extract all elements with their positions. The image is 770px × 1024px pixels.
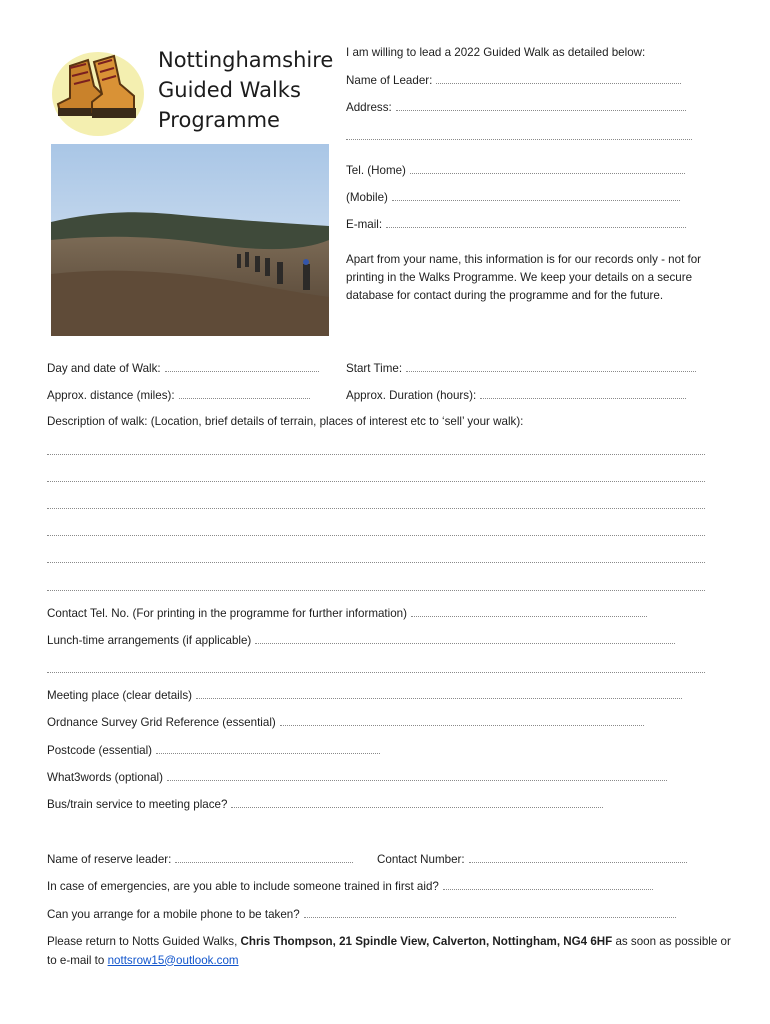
privacy-note: Apart from your name, this information is for our records only - not for printing in the Walks Programme. We keep your details on a secure database for contact during the programme and for the future.: [346, 253, 702, 302]
description-line-5[interactable]: [47, 562, 705, 563]
lunch-row: [47, 632, 675, 648]
return-instructions: [47, 933, 737, 970]
bus-train-field[interactable]: [231, 796, 603, 808]
email-row: [346, 216, 686, 232]
address-label: Address:: [346, 101, 392, 114]
willing-statement: I am willing to lead a 2022 Guided Walk as detailed below:: [346, 46, 646, 59]
lunch-field-line-1[interactable]: [255, 632, 675, 644]
reserve-leader-field[interactable]: [175, 851, 353, 863]
tel-home-field[interactable]: [410, 162, 685, 174]
postcode-label: Postcode (essential): [47, 744, 153, 757]
postcode-row: [47, 742, 380, 758]
description-line-3[interactable]: [47, 508, 705, 509]
tel-home-row: [346, 162, 685, 178]
start-time-field[interactable]: [406, 360, 696, 372]
address-field-line-2[interactable]: [346, 139, 692, 140]
duration-label: Approx. Duration (hours):: [346, 389, 477, 402]
contact-tel-field[interactable]: [411, 605, 647, 617]
day-date-row: [47, 360, 319, 376]
leader-name-label: Name of Leader:: [346, 74, 433, 87]
contact-number-label: Contact Number:: [377, 853, 465, 866]
title-line-2: Guided Walks: [158, 78, 301, 102]
contact-tel-row: [47, 605, 647, 621]
bus-train-label: Bus/train service to meeting place?: [47, 798, 228, 811]
bus-train-row: [47, 796, 603, 812]
address-row: [346, 99, 686, 115]
os-grid-row: [47, 714, 644, 730]
day-date-field[interactable]: [165, 360, 319, 372]
title-line-1: Nottinghamshire: [158, 48, 334, 72]
return-suffix: as soon as possible or to e-mail to: [47, 935, 731, 967]
description-line-4[interactable]: [47, 535, 705, 536]
what3words-label: What3words (optional): [47, 771, 163, 784]
first-aid-field[interactable]: [443, 878, 653, 890]
email-field[interactable]: [386, 216, 686, 228]
distance-field[interactable]: [179, 387, 310, 399]
duration-field[interactable]: [480, 387, 686, 399]
tel-home-label: Tel. (Home): [346, 164, 406, 177]
contact-number-field[interactable]: [469, 851, 687, 863]
what3words-field[interactable]: [167, 769, 667, 781]
description-line-1[interactable]: [47, 454, 705, 455]
return-email-link[interactable]: nottsrow15@outlook.com: [107, 953, 239, 967]
first-aid-label: In case of emergencies, are you able to include someone trained in first aid?: [47, 880, 439, 893]
leader-name-field[interactable]: [436, 72, 681, 84]
distance-row: [47, 387, 310, 403]
contact-number-row: [377, 851, 687, 867]
meeting-place-row: [47, 687, 682, 703]
start-time-label: Start Time:: [346, 362, 403, 375]
hiking-boots-icon: [48, 46, 148, 138]
what3words-row: [47, 769, 667, 785]
return-prefix: Please return to Notts Guided Walks,: [47, 935, 241, 948]
description-line-6[interactable]: [47, 590, 705, 591]
day-date-label: Day and date of Walk:: [47, 362, 161, 375]
mobile-row: [346, 189, 680, 205]
os-grid-field[interactable]: [280, 714, 644, 726]
mobile-label: (Mobile): [346, 191, 388, 204]
mobile-phone-label: Can you arrange for a mobile phone to be taken?: [47, 908, 300, 921]
mobile-field[interactable]: [392, 189, 680, 201]
distance-label: Approx. distance (miles):: [47, 389, 175, 402]
page-title: [158, 45, 333, 135]
postcode-field[interactable]: [156, 742, 380, 754]
address-field-line-1[interactable]: [396, 99, 686, 111]
mobile-phone-row: [47, 906, 676, 922]
meeting-place-field[interactable]: [196, 687, 682, 699]
reserve-leader-label: Name of reserve leader:: [47, 853, 172, 866]
meeting-place-label: Meeting place (clear details): [47, 689, 192, 702]
mobile-phone-field[interactable]: [304, 906, 676, 918]
os-grid-label: Ordnance Survey Grid Reference (essential): [47, 716, 276, 729]
duration-row: [346, 387, 686, 403]
reserve-leader-row: [47, 851, 353, 867]
walkers-on-moorland-photo: [51, 144, 329, 336]
lunch-label: Lunch-time arrangements (if applicable): [47, 634, 252, 647]
first-aid-row: [47, 878, 653, 894]
contact-tel-label: Contact Tel. No. (For printing in the programme for further information): [47, 607, 407, 620]
description-line-2[interactable]: [47, 481, 705, 482]
title-line-3: Programme: [158, 108, 280, 132]
lunch-field-line-2[interactable]: [47, 672, 705, 673]
return-address: Chris Thompson, 21 Spindle View, Calverton, Nottingham, NG4 6HF: [240, 935, 613, 948]
description-label: Description of walk: (Location, brief details of terrain, places of interest etc to ‘sell’ your walk):: [47, 415, 524, 428]
email-label: E-mail:: [346, 218, 383, 231]
start-time-row: [346, 360, 696, 376]
leader-name-row: [346, 72, 681, 88]
